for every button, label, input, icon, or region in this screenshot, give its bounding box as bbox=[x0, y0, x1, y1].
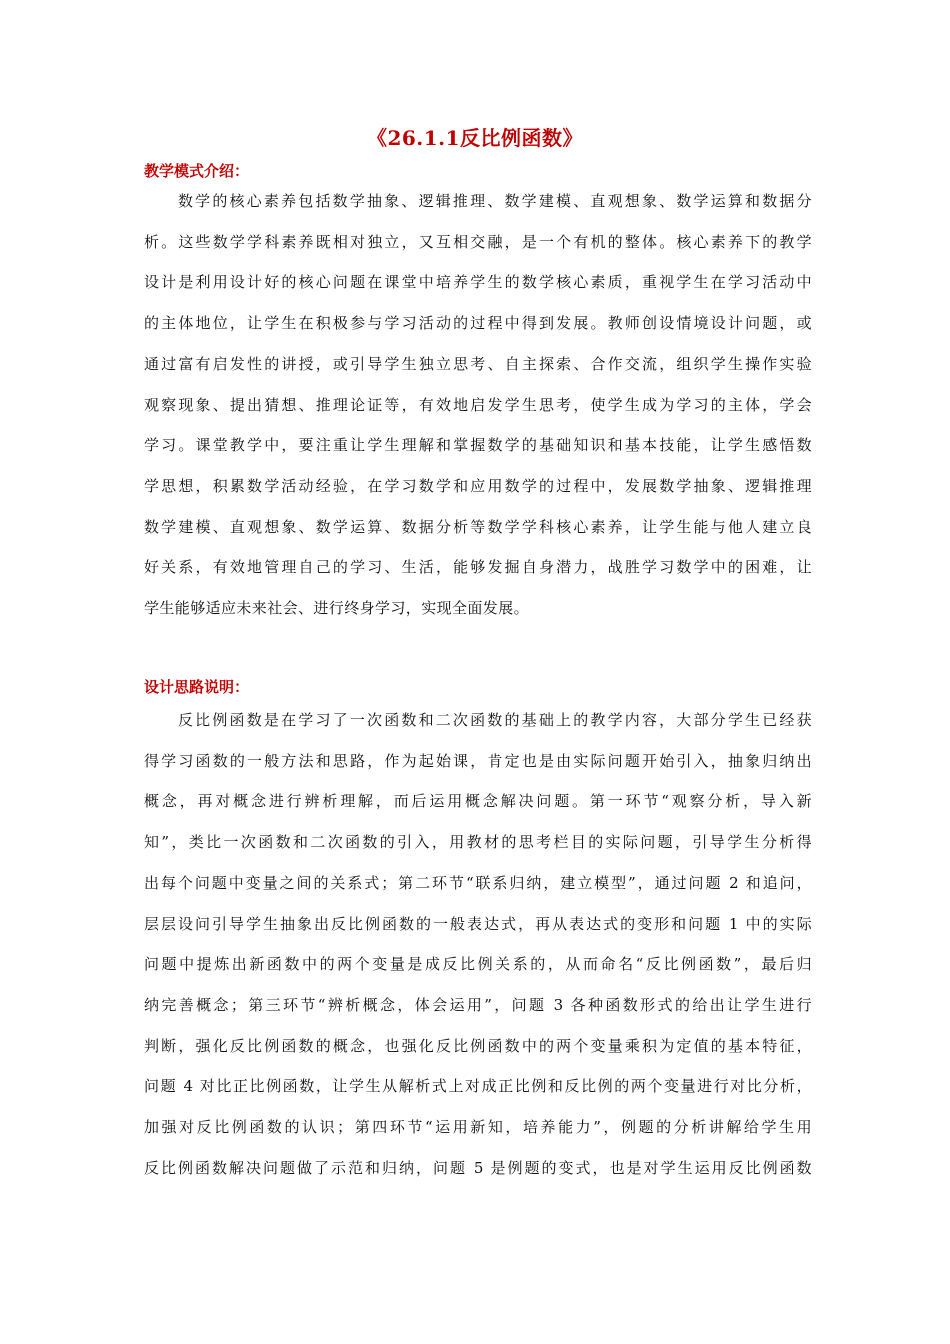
text-line: 纳完善概念；第三环节“辨析概念，体会运用”，问题 3 各种函数形式的给出让学生进行 bbox=[144, 995, 812, 1014]
text-line: 的主体地位，让学生在积极参与学习活动的过程中得到发展。教师创设情境设计问题，或 bbox=[144, 314, 812, 333]
text-line: 设计是利用设计好的核心问题在课堂中培养学生的数学核心素质，重视学生在学习活动中 bbox=[144, 273, 812, 292]
text-line: 析。这些数学学科素养既相对独立，又互相交融，是一个有机的整体。核心素养下的教学 bbox=[144, 232, 812, 251]
text-line: 问题中提炼出新函数中的两个变量是成反比例关系的，从而命名“反比例函数”，最后归 bbox=[144, 955, 812, 974]
text-line: 观察现象、提出猜想、推理论证等，有效地启发学生思考，使学生成为学习的主体，学会 bbox=[144, 395, 812, 414]
text-line: 知”，类比一次函数和二次函数的引入，用教材的思考栏目的实际问题，引导学生分析得 bbox=[144, 833, 812, 852]
document-title: 《26.1.1反比例函数》 bbox=[366, 126, 584, 150]
text-line: 得学习函数的一般方法和思路，作为起始课，肯定也是由实际问题开始引入，抽象归纳出 bbox=[144, 751, 812, 770]
text-line: 出每个问题中变量之间的关系式；第二环节“联系归纳，建立模型”，通过问题 2 和追问， bbox=[144, 873, 812, 892]
text-line: 好关系，有效地管理自己的学习、生活，能够发掘自身潜力，战胜学习数学中的困难，让 bbox=[144, 558, 812, 577]
text-line: 问题 4 对比正比例函数，让学生从解析式上对成正比例和反比例的两个变量进行对比分析， bbox=[144, 1077, 812, 1096]
section-heading-design-idea: 设计思路说明： bbox=[144, 678, 250, 696]
text-line: 反比例函数解决问题做了示范和归纳，问题 5 是例题的变式，也是对学生运用反比例函数 bbox=[144, 1158, 812, 1177]
paragraph-design-idea bbox=[144, 700, 812, 1188]
text-line: 判断，强化反比例函数的概念，也强化反比例函数中的两个变量乘积为定值的基本特征， bbox=[144, 1036, 812, 1055]
text-line: 概念，再对概念进行辨析理解，而后运用概念解决问题。第一环节“观察分析，导入新 bbox=[144, 792, 812, 811]
text-line: 通过富有启发性的讲授，或引导学生独立思考、自主探索、合作交流，组织学生操作实验 bbox=[144, 354, 812, 373]
text-line: 学习。课堂教学中，要注重让学生理解和掌握数学的基础知识和基本技能，让学生感悟数 bbox=[144, 436, 812, 455]
text-line: 数学建模、直观想象、数学运算、数据分析等数学学科核心素养，让学生能与他人建立良 bbox=[144, 517, 812, 536]
text-line: 加强对反比例函数的认识；第四环节“运用新知，培养能力”，例题的分析讲解给学生用 bbox=[144, 1118, 812, 1137]
section-heading-teaching-mode: 教学模式介绍： bbox=[144, 162, 250, 180]
text-line: 数学的核心素养包括数学抽象、逻辑推理、数学建模、直观想象、数学运算和数据分 bbox=[178, 192, 812, 210]
text-line: 学生能够适应未来社会、进行终身学习，实现全面发展。 bbox=[144, 599, 530, 618]
paragraph-teaching-mode bbox=[144, 181, 812, 629]
text-line: 学思想，积累数学活动经验，在学习数学和应用数学的过程中，发展数学抽象、逻辑推理 bbox=[144, 476, 812, 495]
text-line: 反比例函数是在学习了一次函数和二次函数的基础上的教学内容，大部分学生已经获 bbox=[178, 711, 812, 729]
text-line: 层层设问引导学生抽象出反比例函数的一般表达式，再从表达式的变形和问题 1 中的实际 bbox=[144, 914, 812, 933]
